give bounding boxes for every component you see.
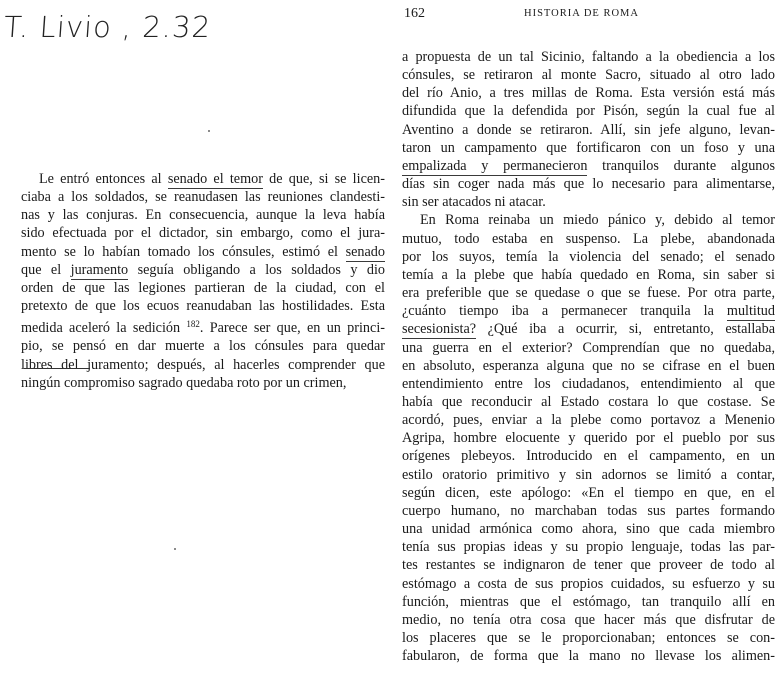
text-line: mento se lo habían tomado los cónsules, estimó el senado [21, 243, 385, 260]
underlined-word: senado [345, 243, 385, 260]
text-line: por los suyos, temía la violencia del senado; el senado [402, 248, 775, 265]
text-line: taron un campamento que fortificaron con un foso y una [402, 139, 775, 156]
text-line: acordó, pues, enviar a la plebe como portavoz a Menenio [402, 412, 775, 429]
underlined-phrase: empalizada y permanecieron [402, 157, 588, 174]
text-line: mutuo, todo estaba en suspenso. La plebe, abandonada [402, 230, 775, 247]
text-line: secesionista? ¿Qué iba a ocurrir, si, entretanto, estallaba [402, 321, 775, 338]
footnote-rule [24, 368, 90, 369]
text-line: una unidad armónica como ahora, sino que cada miembro [402, 521, 775, 538]
text-line: orígenes plebeyos. Introducido en el campamento, en un [402, 448, 775, 465]
text-line: a propuesta de un tal Sicinio, faltando a la obediencia a los [402, 49, 775, 65]
text-line: tenía sus propias ideas y su propio lenguaje, todas las par- [402, 539, 775, 556]
text-line: del río Anio, a tres millas de Roma. Esta versión está más [402, 85, 775, 102]
text-line: sido efectuada por el dictador, sin embargo, como el jura- [21, 225, 385, 242]
text-line: los placeres que se le proporcionaban; entonces se con- [402, 630, 775, 646]
text-line: temía a la plebe que había quedado en Roma, sin saber si [402, 266, 775, 283]
text-line: estilo oratorio primitivo y sin adornos se limitó a contar, [402, 466, 775, 483]
underlined-word: juramento [70, 261, 129, 278]
right-page [390, 0, 780, 675]
text-line: libres del juramento; después, al hacerles comprender que [21, 356, 385, 373]
right-body-text [402, 48, 775, 665]
running-head [404, 6, 774, 26]
text-line: pretexto de que los ecuos reanudaban las hostilidades. Esta [21, 298, 385, 315]
text-line: cónsules, se retiraron al monte Sacro, situado al otro lado [402, 67, 775, 84]
text-line: medio, no tenía otra cosa que hacer más que disfrutar de [402, 611, 775, 628]
running-title: HISTORIA DE ROMA [524, 8, 639, 19]
underlined-word: multitud [726, 303, 775, 320]
text-line: Agripa, hombre elocuente y querido por el pueblo por sus [402, 430, 775, 447]
text-line: según dicen, este apólogo: «En el tiempo en que, en el [402, 484, 775, 501]
text-line: Le entró entonces al senado el temor de que, si se licen- [39, 171, 385, 187]
text-line: una guerra en el exterior? Comprendían que no quedaba, [402, 339, 775, 356]
text-line: días sin coger nada más que lo necesario para alimentarse, [402, 176, 775, 193]
text-line: pio, se pensó en dar muerte a los cónsules para quedar [21, 338, 385, 355]
text-line: ¿cuánto tiempo iba a permanecer tranquila la multitud [402, 303, 775, 320]
paper-speck [208, 130, 210, 132]
text-line: que el juramento seguía obligando a los soldados y dio [21, 261, 385, 278]
underlined-phrase: senado el temor [167, 171, 263, 187]
text-line: Aventino a donde se retiraron. Allí, sin jefe alguno, levan- [402, 121, 775, 138]
text-line: había que reconducir al Estado costara lo que costase. Se [402, 393, 775, 410]
text-line: ningún compromiso sagrado quedaba roto por un crimen, [21, 374, 347, 391]
text-line: nas y las conjuras. En consecuencia, aunque la leva había [21, 207, 385, 224]
text-line: ciaba a los soldados, se reanudasen las reuniones clandesti- [21, 189, 385, 206]
text-line: medida aceleró la sedición $^{182}$. Parece ser que, en un princi- [21, 319, 385, 337]
paper-speck [174, 548, 176, 550]
text-line: en absoluto, esperanza alguna que no se cifrase en el buen [402, 357, 775, 374]
handwritten-annotation: T. Livio , 2.32 [2, 10, 213, 44]
text-line: cuerpo humano, no marchaban todas sus partes formando [402, 502, 775, 519]
text-line: sin ser atacados ni atacar. [402, 194, 546, 211]
text-line: función, mientras que el estómago, tan tranquilo allí en [402, 593, 775, 610]
text-line: empalizada y permanecieron tranquilos durante algunos [402, 157, 775, 174]
text-line: entendimiento entre los ciudadanos, entendimiento al que [402, 375, 775, 392]
text-line: tes restantes se indignaron de tener que proveer de todo al [402, 557, 775, 574]
text-line: orden de que las legiones partieran de la ciudad, con el [21, 279, 385, 296]
text-line: En Roma reinaba un miedo pánico y, debido al temor [420, 212, 775, 229]
text-line: fabularon, de forma que la mano no llevase los alimen- [402, 648, 775, 665]
text-line: difundida que la defendida por Pisón, según la cual fue al [402, 103, 775, 120]
text-line: estómago a costa de sus propios cuidados, su esfuerzo y su [402, 575, 775, 592]
footnote-marker[interactable]: 182 [186, 319, 200, 330]
left-body-text [21, 170, 385, 392]
underlined-word: secesionista? [402, 321, 477, 338]
text-line: era preferible que se quedase o que se fuese. Por otra parte, [402, 285, 775, 302]
page-number: 162 [404, 6, 425, 21]
